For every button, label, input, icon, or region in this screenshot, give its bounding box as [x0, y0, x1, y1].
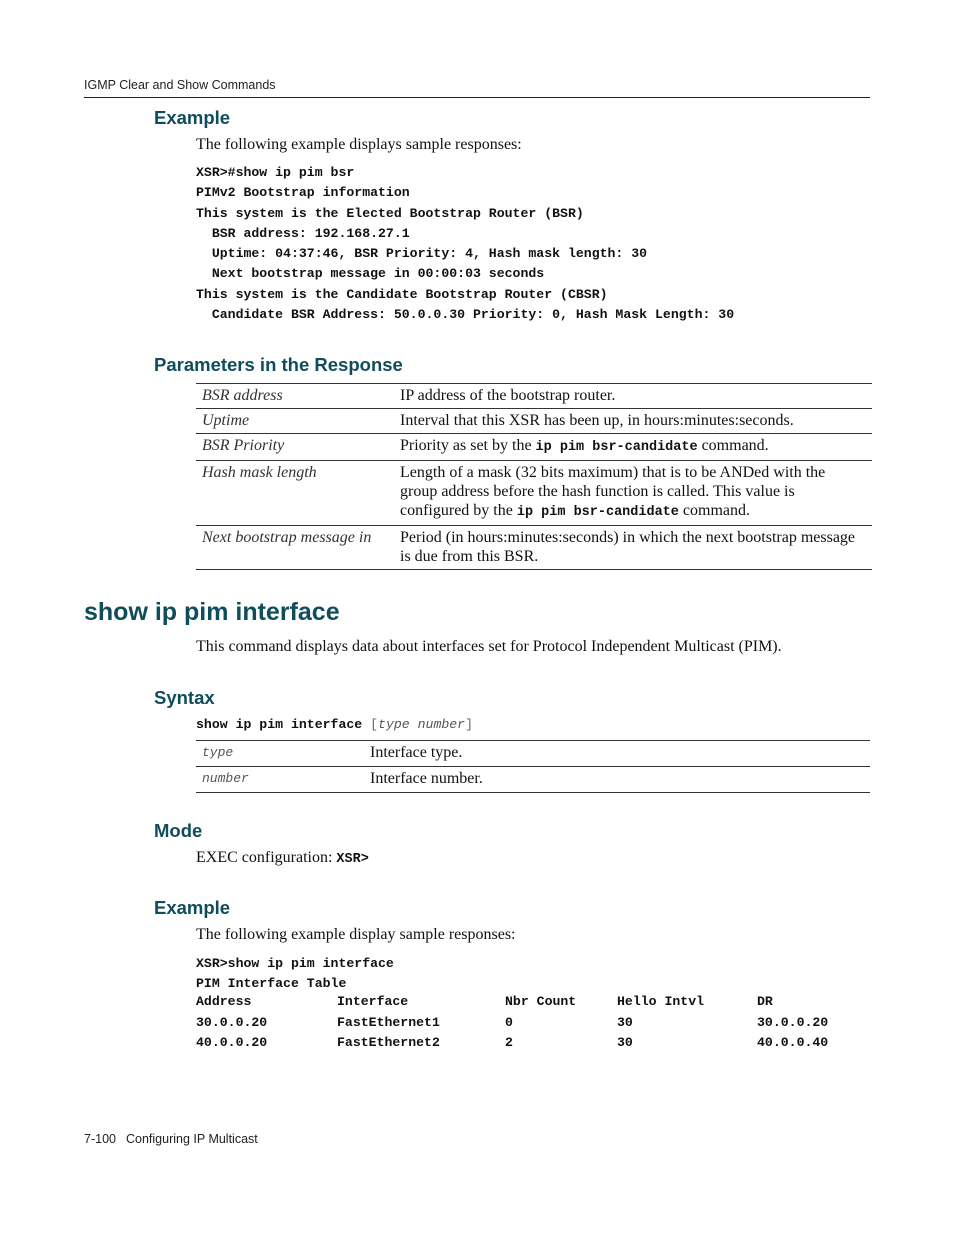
table-cell: 30 — [617, 1035, 633, 1050]
table-cell: 30.0.0.20 — [757, 1014, 829, 1030]
col-header: DR — [757, 994, 773, 1009]
running-header: IGMP Clear and Show Commands — [84, 78, 276, 92]
table-row — [196, 434, 872, 461]
example-heading-1: Example — [154, 107, 231, 128]
param-desc — [394, 461, 872, 526]
section-title: show ip pim interface — [84, 598, 340, 626]
param-desc: Interval that this XSR has been up, in hours:minutes:seconds. — [394, 409, 872, 434]
footer-title: Configuring IP Multicast — [125, 1132, 258, 1146]
param-desc: IP address of the bootstrap router. — [394, 384, 872, 409]
bracket-open: [ — [370, 717, 379, 732]
param-name: BSR Priority — [196, 434, 394, 461]
inline-command: ip pim bsr-candidate — [535, 440, 698, 455]
param-name: Hash mask length — [196, 461, 394, 526]
table-cell: 30 — [617, 1014, 633, 1030]
table-row — [196, 741, 870, 767]
param-desc-text: Length of a mask (32 bits maximum) that is to be ANDed with the group address before the hash function is called. This value is configured by the — [400, 464, 826, 519]
syntax-command — [196, 717, 473, 732]
syntax-args: type number — [378, 717, 466, 732]
table-cell: 2 — [505, 1035, 513, 1050]
table-cell: 0 — [505, 1014, 513, 1030]
param-desc: Period (in hours:minutes:seconds) in which the next bootstrap message is due from this BSR. — [394, 526, 872, 570]
param-desc — [394, 434, 872, 461]
table-cell: 30.0.0.20 — [196, 1014, 268, 1030]
table-row — [196, 461, 872, 526]
header-rule — [84, 97, 870, 98]
param-desc-text: Priority as set by the — [400, 437, 536, 454]
mode-label: EXEC configuration: — [196, 849, 337, 866]
table-row — [196, 409, 872, 434]
param-name: BSR address — [196, 384, 394, 409]
mode-heading: Mode — [154, 820, 203, 841]
bracket-close: ] — [465, 717, 474, 732]
example-heading-2: Example — [154, 897, 231, 918]
param-desc-text: command. — [697, 437, 769, 454]
table-row — [196, 767, 870, 793]
params-table — [196, 383, 872, 570]
col-header: Nbr Count — [505, 994, 577, 1009]
syntax-arg-desc: Interface number. — [364, 767, 870, 793]
code-line: XSR>show ip pim interface — [196, 956, 394, 971]
table-cell: FastEthernet2 — [337, 1035, 440, 1050]
example-intro-1: The following example displays sample responses: — [196, 136, 522, 153]
syntax-cmd: show ip pim interface — [196, 717, 363, 732]
bsr-code-block: XSR>#show ip pim bsr PIMv2 Bootstrap information This system is the Elected Bootstrap Router (BSR) BSR address: 192.168.27.1 Uptime: 04:37:46, BSR Priority: 4, Hash mask length: 30 Next bootstrap message in 00:00:03 seconds This system is the Candidate Bootstrap Router (CBSR) Candidate BSR Address: 50.0.0.30 Priority: 0, Hash Mask Length: 30 — [196, 165, 735, 323]
table-row — [196, 384, 872, 409]
col-header: Hello Intvl — [617, 994, 705, 1009]
section-intro: This command displays data about interfaces set for Protocol Independent Multicast (PIM). — [196, 638, 782, 655]
table-cell: 40.0.0.40 — [757, 1035, 829, 1050]
mode-prompt: XSR> — [336, 852, 369, 867]
table-cell: 40.0.0.20 — [196, 1035, 268, 1050]
page-number: 7-100 — [84, 1132, 116, 1146]
example-intro-2: The following example display sample responses: — [196, 926, 516, 943]
table-cell: FastEthernet1 — [337, 1014, 440, 1030]
param-name: Next bootstrap message in — [196, 526, 394, 570]
col-header: Interface — [337, 994, 409, 1009]
param-desc-text: command. — [678, 502, 750, 519]
mode-text — [196, 849, 369, 867]
inline-command: ip pim bsr-candidate — [516, 505, 679, 520]
running-footer — [84, 1132, 258, 1146]
syntax-table — [196, 740, 870, 793]
syntax-arg-name: type — [196, 741, 364, 767]
syntax-arg-name: number — [196, 767, 364, 793]
syntax-heading: Syntax — [154, 687, 215, 708]
syntax-arg-desc: Interface type. — [364, 741, 870, 767]
params-heading: Parameters in the Response — [154, 354, 403, 375]
code-line: PIM Interface Table — [196, 976, 347, 991]
col-header: Address — [196, 994, 252, 1009]
table-row — [196, 526, 872, 570]
param-name: Uptime — [196, 409, 394, 434]
